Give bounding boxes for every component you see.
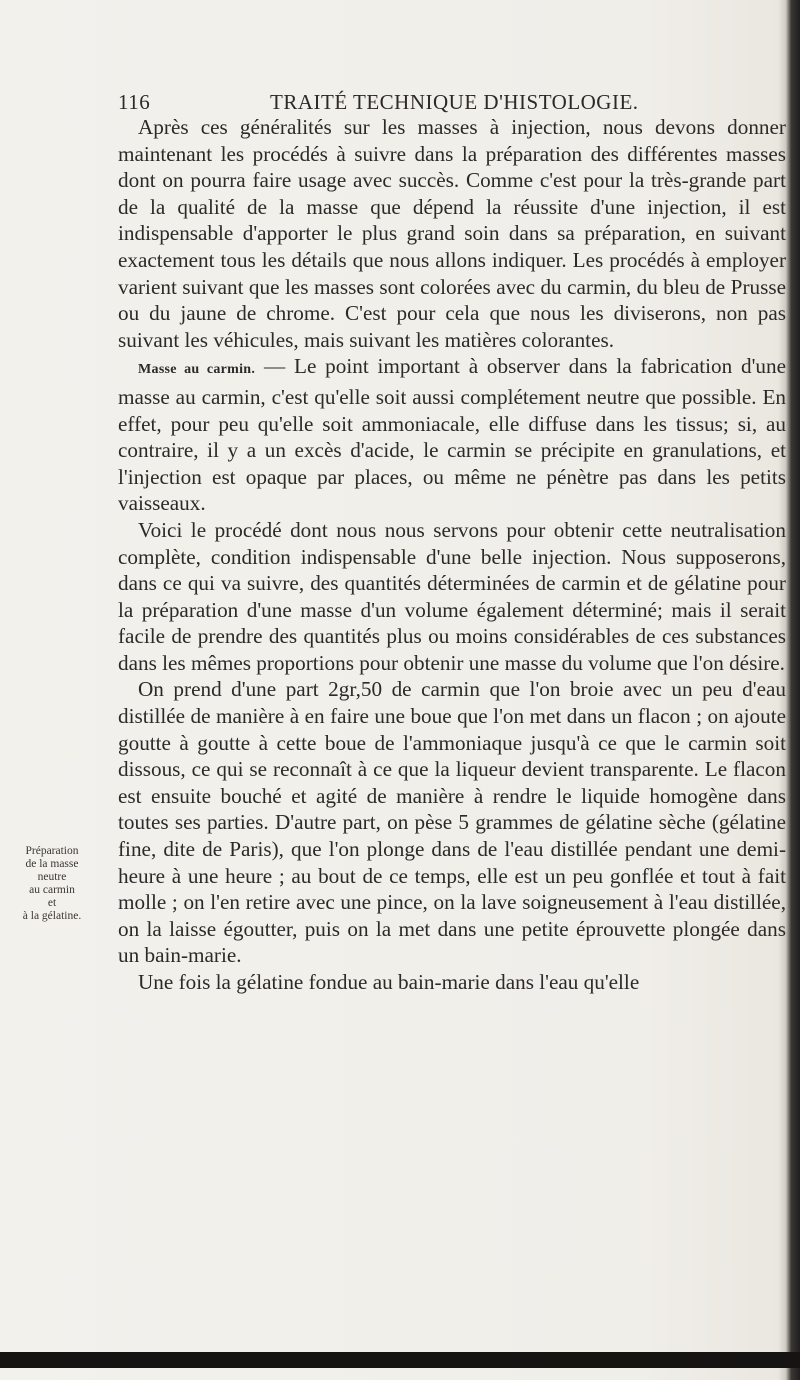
paragraph: On prend d'une part 2gr,50 de carmin que l'on broie avec un peu d'eau distillée de manière à en faire une boue que l'on met dans un flacon ; on ajoute goutte à goutte à cette boue de l'ammoniaque jusqu'à ce que le carmin soit dissous, ce qui se reconnaît à ce que la liqueur devient transparente. Le flacon est ensuite bouché et agité de manière à rendre le liquide homogène dans toutes ses parties. D'autre part, on pèse 5 grammes de gélatine sèche (gélatine fine, dite de Paris), que l'on plonge dans de l'eau distillée pendant une demi-heure à une heure ; au bout de ce temps, elle est un peu gonflée et tout à fait molle ; on l'en retire avec une pince, on la lave soigneusement à l'eau distillée, on la laisse égoutter, puis on la met dans une petite éprouvette plongée dans un bain-marie. [118, 677, 786, 968]
running-title: TRAITÉ TECHNIQUE D'HISTOLOGIE. [270, 90, 639, 114]
body-text [118, 114, 786, 996]
margin-note-line: neutre [37, 871, 67, 883]
bottom-rule [0, 1352, 800, 1368]
margin-note-line: et [47, 897, 57, 909]
paragraph-text: — Le point important à observer dans la fabrication d'une masse au carmin, c'est qu'elle soit aussi complétement neutre que possible. En effet, pour peu qu'elle soit ammoniacale, elle diffuse dans les tissus; si, au contraire, il y a un excès d'acide, le carmin se précipite en granulations, et l'injection est opaque par places, ou même ne pénètre pas dans les petits vaisseaux. [118, 354, 786, 516]
margin-note [6, 845, 98, 923]
page-number: 116 [118, 90, 151, 114]
margin-note-line: à la gélatine. [22, 910, 82, 922]
paragraph: Après ces généralités sur les masses à injection, nous devons donner maintenant les procédés à suivre dans la préparation des différentes masses dont on pourra faire usage avec succès. Comme c'est pour la très-grande part de la qualité de la masse que dépend la réussite d'une injection, il est indispensable d'apporter le plus grand soin dans sa préparation, en suivant exactement tous les détails que nous allons indiquer. Les procédés à employer varient suivant que les masses sont colorées avec du carmin, du bleu de Prusse ou du jaune de chrome. C'est pour cela que nous les diviserons, non pas suivant les véhicules, mais suivant les matières colorantes. [118, 115, 786, 352]
margin-note-line: Préparation [25, 845, 79, 857]
paragraph: Une fois la gélatine fondue au bain-marie dans l'eau qu'elle [138, 970, 640, 994]
paragraph: Voici le procédé dont nous nous servons pour obtenir cette neutralisation complète, condition indispensable d'une belle injection. Nous supposerons, dans ce qui va suivre, des quantités déterminées de carmin et de gélatine pour la préparation d'une masse d'un volume également déterminé; mais il serait facile de prendre des quantités plus ou moins considérables de ces substances dans les mêmes proportions pour obtenir une masse du volume que l'on désire. [118, 517, 786, 675]
margin-note-line: de la masse [25, 858, 79, 870]
paragraph [118, 353, 786, 517]
section-heading: Masse au carmin. [138, 362, 256, 378]
margin-note-line: au carmin [29, 884, 75, 896]
